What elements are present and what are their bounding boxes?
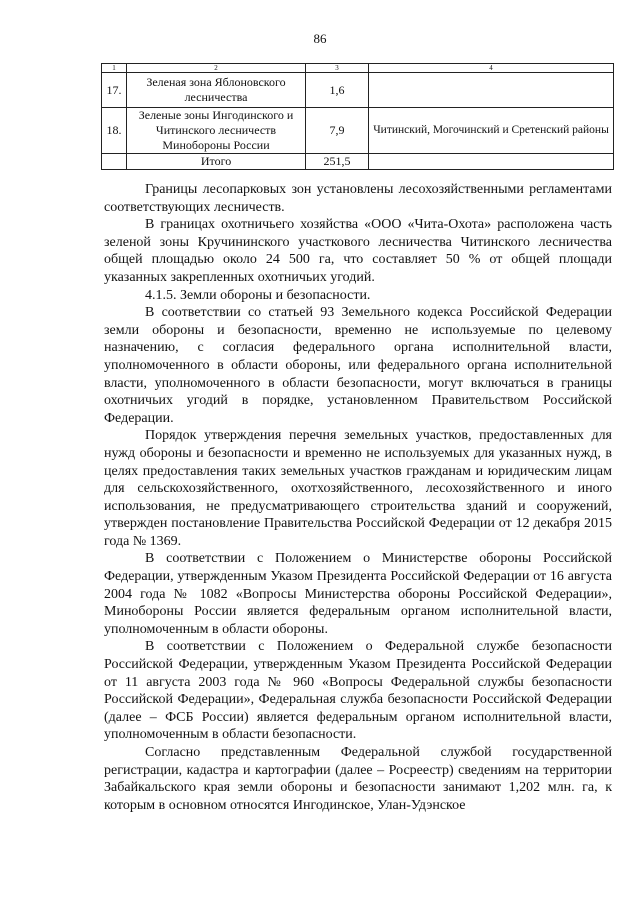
column-number: 4 — [369, 64, 614, 73]
paragraph: В соответствии с Положением о Федеральной службе безопасности Российской Федерации, утвержденным Указом Президента Российской Федерации от 11 августа 2003 года № 960 «Вопросы Федеральной службы безопасности Российской Федерации», Федеральная служба безопасности Российской Федерации (далее – ФСБ России) является федеральным органом исполнительной власти, уполномоченным в области безопасности. — [104, 639, 612, 743]
body-text — [104, 181, 612, 814]
total-empty-cell — [102, 154, 127, 170]
column-number: 3 — [306, 64, 369, 73]
paragraph: Порядок утверждения перечня земельных участков, предоставленных для нужд обороны и безопасности и временно не используемых для указанных нужд, в целях предоставления таких земельных участков гражданам и юридическим лицам для сельскохозяйственного, охотхозяйственного, лесохозяйственного и иного использования, не предусматривающего строительства зданий и сооружений, утвержден постановление Правительства Российской Федерации от 12 декабря 2015 года № 1369. — [104, 428, 612, 549]
column-number: 1 — [102, 64, 127, 73]
row-number: 17. — [102, 73, 127, 108]
total-empty-cell — [369, 154, 614, 170]
forest-zones-table — [101, 63, 614, 170]
column-number: 2 — [127, 64, 306, 73]
paragraph: Согласно представленным Федеральной службой государственной регистрации, кадастра и картографии (далее – Росреестр) сведениям на территории Забайкальского края земли обороны и безопасности занимают 1,202 млн. га, к которым в основном относятся Ингодинское, Улан-Удэнское — [104, 745, 612, 813]
table-column-numbers-row — [102, 64, 614, 73]
section-heading: 4.1.5. Земли обороны и безопасности. — [145, 287, 371, 303]
zone-regions — [369, 73, 614, 108]
page-number: 86 — [313, 31, 327, 46]
total-value: 251,5 — [306, 154, 369, 170]
zone-area: 1,6 — [306, 73, 369, 108]
zone-name: Зеленая зона Яблоновского лесничества — [127, 73, 306, 108]
total-label: Итого — [127, 154, 306, 170]
zone-regions: Читинский, Могочинский и Сретенский районы — [369, 108, 614, 154]
paragraph: Границы лесопарковых зон установлены лесохозяйственными регламентами соответствующих лесничеств. — [104, 182, 612, 215]
paragraph: В границах охотничьего хозяйства «ООО «Чита-Охота» расположена часть зеленой зоны Кручининского участкового лесничества Читинского лесничества общей площадью около 24 500 га, что составляет 50 % от общей площади указанных закрепленных охотничьих угодий. — [104, 217, 612, 285]
row-number: 18. — [102, 108, 127, 154]
table-total-row — [102, 154, 614, 170]
paragraph: В соответствии со статьей 93 Земельного кодекса Российской Федерации земли обороны и безопасности, временно не используемые по целевому назначению, с согласия федерального органа исполнительной власти, уполномоченного в области обороны, или федерального органа исполнительной власти, уполномоченного в области безопасности, могут включаться в границы охотничьих угодий в порядке, установленном Правительством Российской Федерации. — [104, 305, 612, 426]
table-row — [102, 108, 614, 154]
zone-area: 7,9 — [306, 108, 369, 154]
table-row — [102, 73, 614, 108]
paragraph: В соответствии с Положением о Министерстве обороны Российской Федерации, утвержденным Указом Президента Российской Федерации от 16 августа 2004 года № 1082 «Вопросы Министерства обороны Российской Федерации», Минобороны России является федеральным органом исполнительной власти, уполномоченным в области обороны. — [104, 551, 612, 637]
zone-name: Зеленые зоны Ингодинского и Читинского лесничеств Минобороны России — [127, 108, 306, 154]
